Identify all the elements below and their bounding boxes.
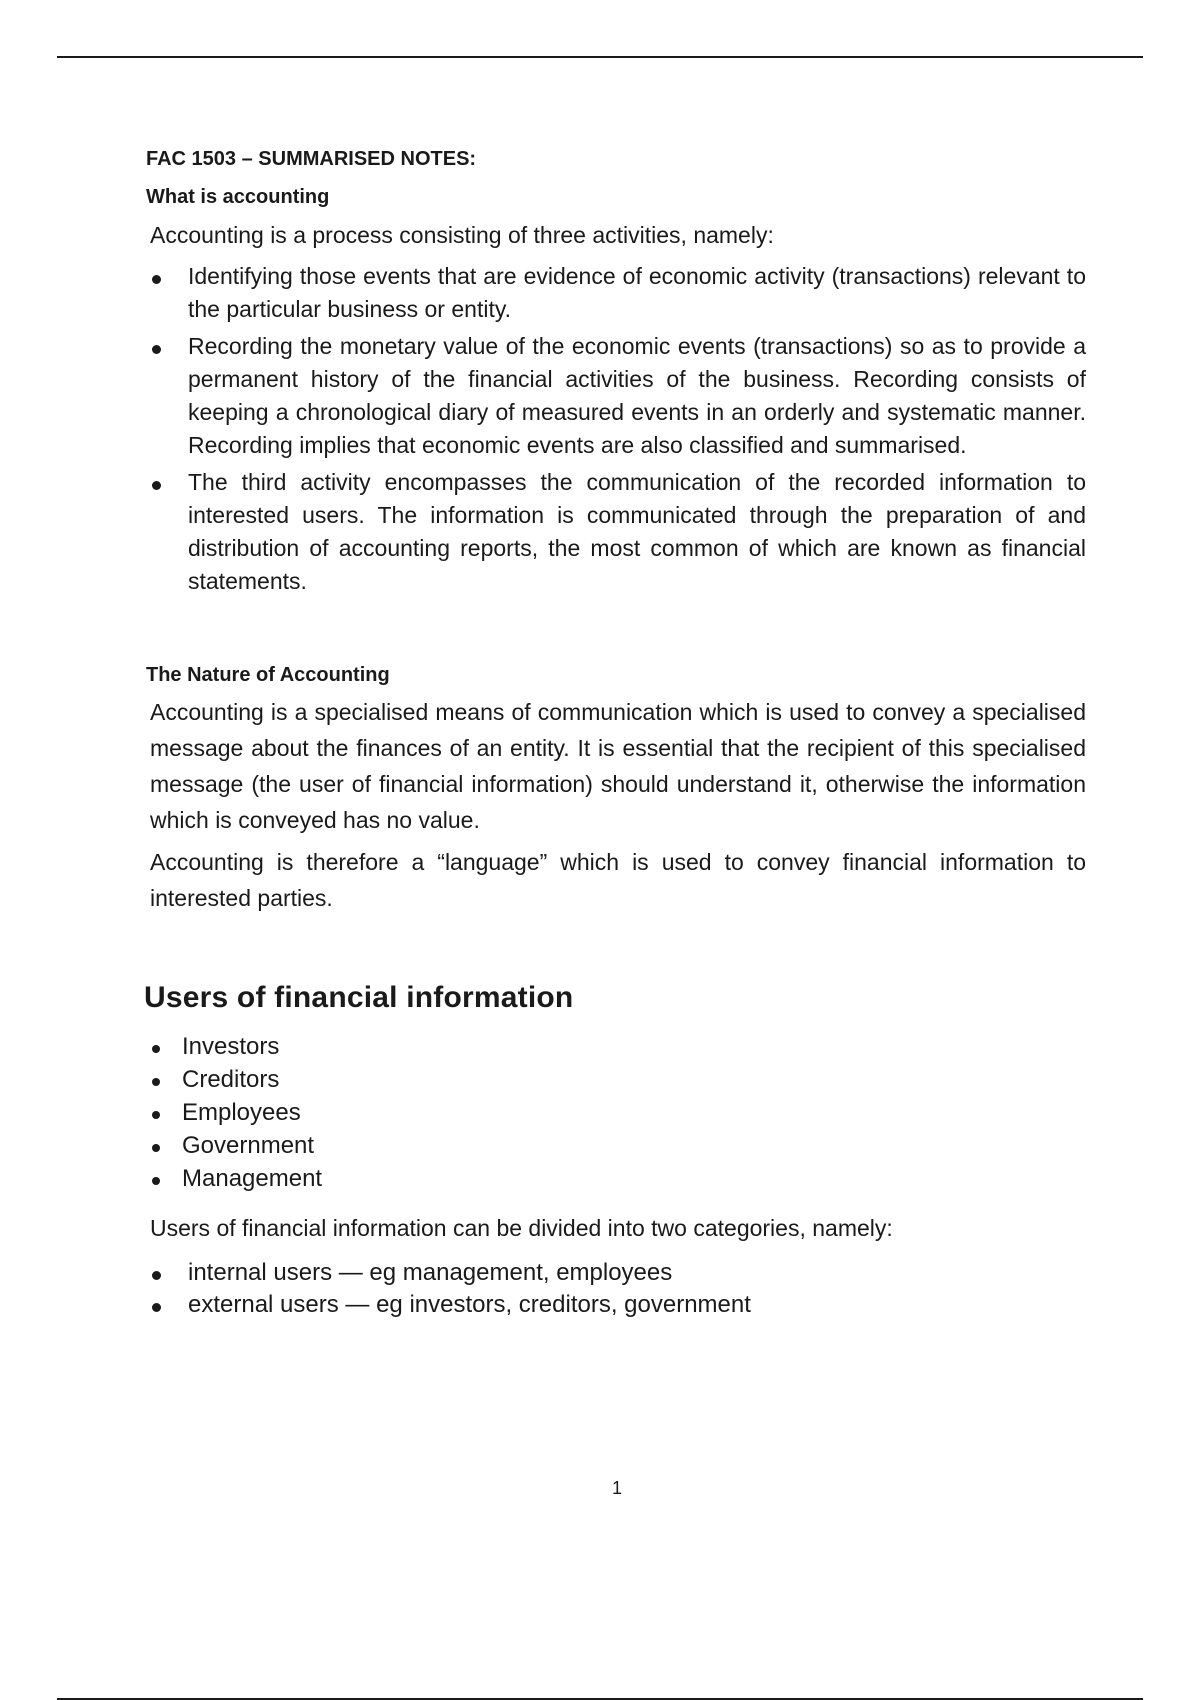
- bullet-icon: [152, 1111, 160, 1119]
- list-item: [146, 1063, 1086, 1096]
- list-item-text: Recording the monetary value of the economic events (transactions) so as to provide a permanent history of the financial activities of the business. Recording consists of keeping a chronological diary of measured events in an orderly and systematic manner. Recording implies that economic events are also classified and summarised.: [188, 333, 1086, 458]
- section-heading-users: Users of financial information: [144, 981, 574, 1014]
- list-item: [146, 1289, 1086, 1321]
- list-item-text: Identifying those events that are evidence of economic activity (transactions) relevant to the particular business or entity.: [188, 263, 1086, 322]
- list-item-text: external users — eg investors, creditors, government: [188, 1291, 751, 1318]
- section-heading-what-is-accounting: What is accounting: [146, 186, 330, 208]
- what-is-accounting-intro: Accounting is a process consisting of three activities, namely:: [150, 222, 774, 248]
- bullet-icon: [152, 1303, 161, 1312]
- list-item: [146, 466, 1086, 598]
- nature-paragraph: Accounting is a specialised means of communication which is used to convey a specialised message about the finances of an entity. It is essential that the recipient of this specialised message (the user of financial information) should understand it, otherwise the information which is conveyed has no value.: [150, 699, 1086, 833]
- nature-paragraph: Accounting is therefore a “language” which is used to convey financial information to interested parties.: [150, 849, 1086, 911]
- list-item-text: Government: [182, 1132, 315, 1159]
- bullet-icon: [152, 345, 161, 354]
- page-content: [146, 140, 1086, 1321]
- list-item-text: Investors: [182, 1033, 280, 1060]
- page-number: 1: [611, 1478, 622, 1498]
- users-list: [146, 1030, 1086, 1195]
- bullet-icon: [152, 275, 161, 284]
- spacer: [146, 598, 1086, 650]
- section-heading-nature-of-accounting: The Nature of Accounting: [146, 664, 390, 686]
- bullet-icon: [152, 481, 161, 490]
- list-item: [146, 330, 1086, 462]
- list-item-text: Employees: [182, 1099, 301, 1126]
- document-title: FAC 1503 – SUMMARISED NOTES:: [146, 148, 477, 170]
- list-item-text: Management: [182, 1165, 323, 1192]
- list-item-text: Creditors: [182, 1066, 280, 1093]
- accounting-activities-list: [146, 260, 1086, 598]
- users-categories-list: [146, 1257, 1086, 1321]
- list-item: [146, 1129, 1086, 1162]
- list-item: [146, 1257, 1086, 1289]
- bullet-icon: [152, 1045, 160, 1053]
- top-rule: [57, 56, 1143, 58]
- list-item: [146, 1162, 1086, 1195]
- bullet-icon: [152, 1144, 160, 1152]
- bullet-icon: [152, 1078, 160, 1086]
- list-item-text: internal users — eg management, employees: [188, 1259, 673, 1286]
- bullet-icon: [152, 1177, 160, 1185]
- users-categories-intro: Users of financial information can be divided into two categories, namely:: [150, 1215, 893, 1241]
- list-item-text: The third activity encompasses the communication of the recorded information to interested users. The information is communicated through the preparation of and distribution of accounting reports, the most common of which are known as financial statements.: [188, 469, 1086, 594]
- list-item: [146, 1030, 1086, 1063]
- bullet-icon: [152, 1271, 161, 1280]
- list-item: [146, 1096, 1086, 1129]
- list-item: [146, 260, 1086, 326]
